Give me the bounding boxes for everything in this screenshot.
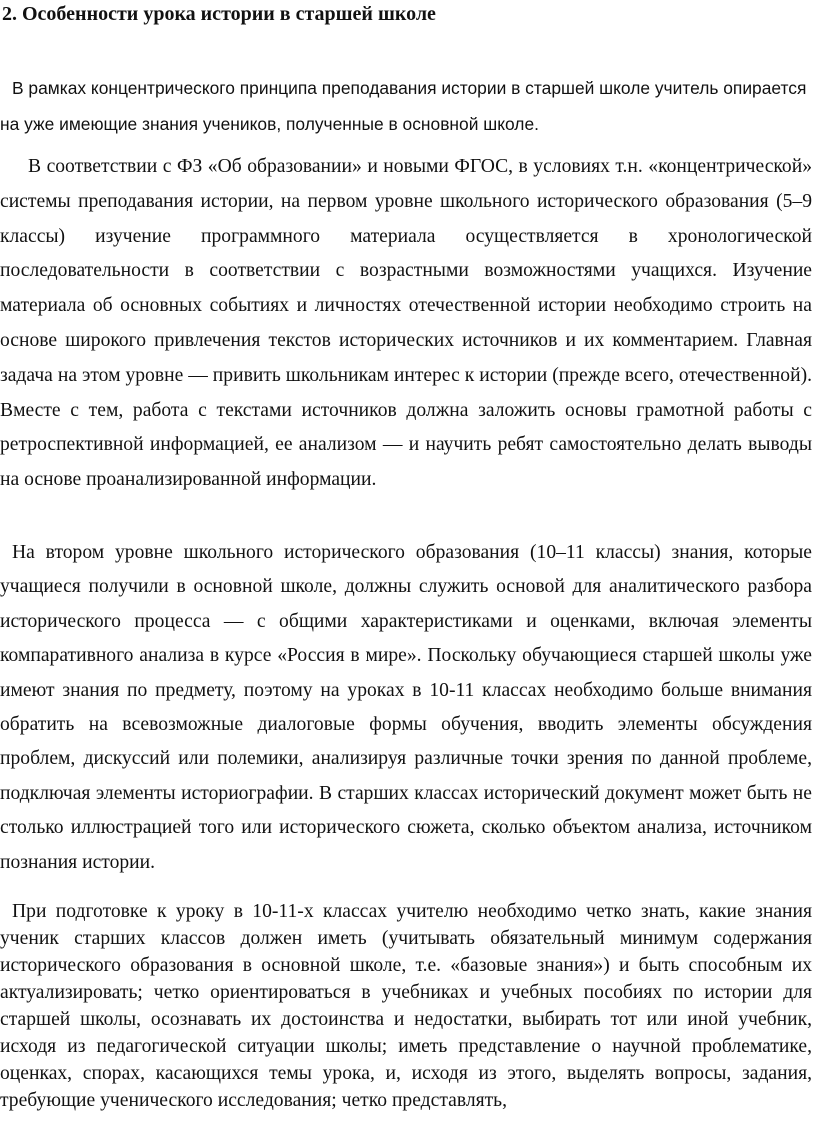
paragraph-3: На втором уровне школьного исторического образования (10–11 классы) знания, которые учащиеся получили в основной школе, должны служить основой для аналитического разбора исторического процесса — с общими характеристиками и оценками, включая элементы компаративного анализа в курсе «Россия в мире». Поскольку обучающиеся старшей школы уже имеют знания по предмету, поэтому на уроках в 10-11 классах необходимо больше внимания обратить на всевозможные диалоговые формы обучения, вводить элементы обсуждения проблем, дискуссий или полемики, анализируя различные точки зрения по данной проблеме, подключая элементы историографии. В старших классах исторический документ может быть не столько иллюстрацией того или исторического сюжета, сколько объектом анализа, источником познания истории. <box>0 542 812 873</box>
paragraph-2: В соответствии с ФЗ «Об образовании» и новыми ФГОС, в условиях т.н. «концентрической» системы преподавания истории, на первом уровне школьного исторического образования (5–9 классы) изучение программного материала осуществляется в хронологической последовательности в соответствии с возрастными возможностями учащихся. Изучение материала об основных событиях и личностях отечественной истории необходимо строить на основе широкого привлечения текстов исторических источников и их комментарием. Главная задача на этом уровне — привить школьникам интерес к истории (прежде всего, отечественной). Вместе с тем, работа с текстами источников должна заложить основы грамотной работы с ретроспективной информацией, ее анализом — и научить ребят самостоятельно делать выводы на основе проанализированной информации. <box>0 156 812 491</box>
section-title: 2. Особенности урока истории в старшей школе <box>2 3 436 25</box>
paragraph-4: При подготовке к уроку в 10-11-х классах учителю необходимо четко знать, какие знания ученик старших классов должен иметь (учитывать обязательный минимум содержания исторического образования в основной школе, т.е. «базовые знания») и быть способным их актуализировать; четко ориентироваться в учебниках и учебных пособиях по истории для старшей школы, осознавать их достоинства и недостатки, выбирать тот или иной учебник, исходя из педагогической ситуации школы; иметь представление о научной проблематике, оценках, спорах, касающихся темы урока, и, исходя из этого, выделять вопросы, задания, требующие ученического исследования; четко представлять, <box>0 901 812 1111</box>
paragraph-1: В рамках концентрического принципа преподавания истории в старшей школе учитель опирается на уже имеющие знания учеников, полученные в основной школе. <box>0 78 807 134</box>
